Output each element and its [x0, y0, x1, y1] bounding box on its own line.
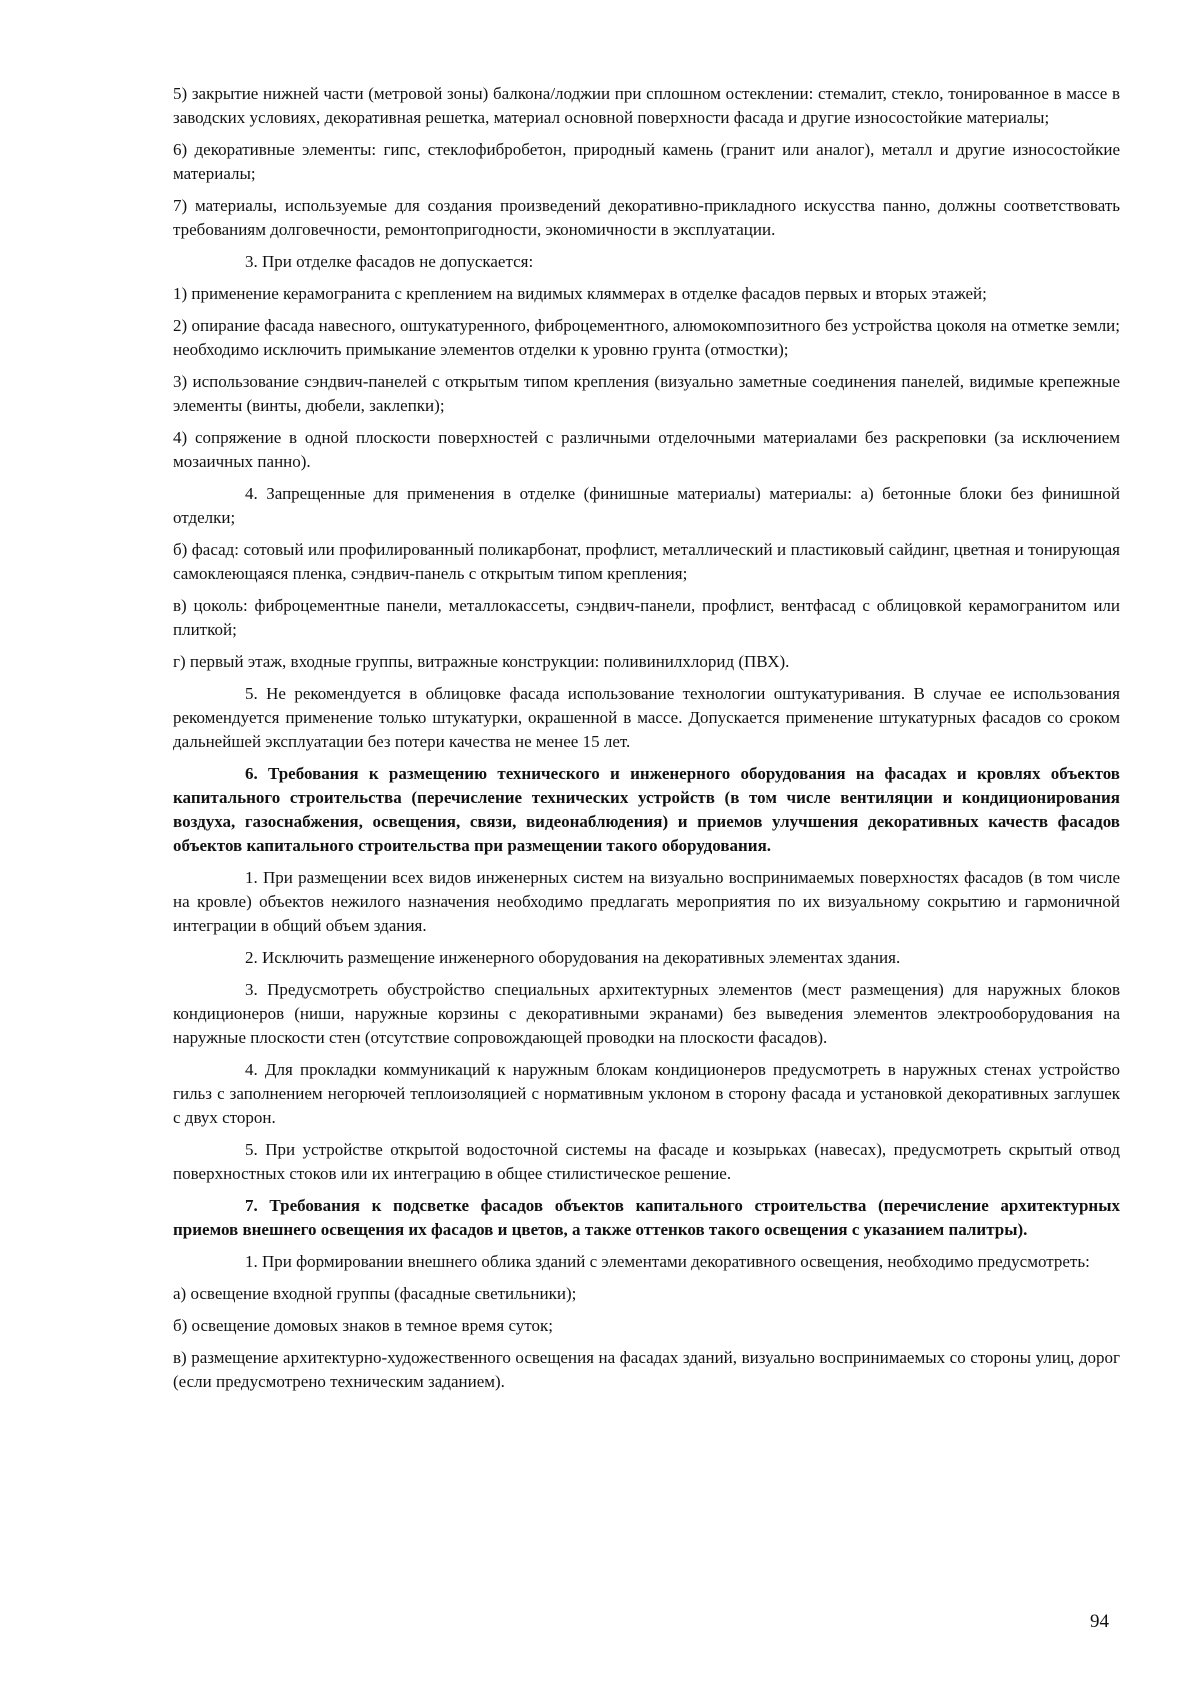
- paragraph-forbidden-b: б) фасад: сотовый или профилированный поликарбонат, профлист, металлический и пластиковый сайдинг, цветная и тонирующая самоклеющаяся пленка, сэндвич-панель с открытым типом крепления;: [173, 540, 1120, 583]
- paragraph-item-7-materials: 7) материалы, используемые для создания произведений декоративно-прикладного искусства панно, должны соответствовать требованиям долговечности, ремонтопригодности, экономичности в эксплуатации.: [173, 196, 1120, 239]
- paragraph-forbidden-g: г) первый этаж, входные группы, витражные конструкции: поливинилхлорид (ПВХ).: [173, 652, 790, 671]
- paragraph-prohibited-3: 3) использование сэндвич-панелей с открытым типом крепления (визуально заметные соединения панелей, видимые крепежные элементы (винты, дюбели, заклепки);: [173, 372, 1120, 415]
- paragraph-prohibited-1: 1) применение керамогранита с креплением на видимых кляммерах в отделке фасадов первых и вторых этажей;: [173, 284, 987, 303]
- page-number: 94: [1090, 1611, 1109, 1632]
- paragraph-section-3: 3. При отделке фасадов не допускается:: [245, 252, 534, 271]
- paragraph-7-1-a: а) освещение входной группы (фасадные светильники);: [173, 1284, 577, 1303]
- paragraph-6-3: 3. Предусмотреть обустройство специальных архитектурных элементов (мест размещения) для наружных блоков кондиционеров (ниши, наружные корзины с декоративными экранами) без выведения элементов электрооборудования на наружные плоскости стен (отсутствие сопровождающей проводки на плоскости фасадов).: [173, 980, 1120, 1047]
- document-page: [173, 82, 1120, 1402]
- paragraph-section-5: 5. Не рекомендуется в облицовке фасада использование технологии оштукатуривания. В случае ее использования рекомендуется применение только штукатурки, окрашенной в массе. Допускается применение штукатурных фасадов со сроком дальнейшей эксплуатации без потери качества не менее 15 лет.: [173, 684, 1120, 751]
- section-heading-7: 7. Требования к подсветке фасадов объектов капитального строительства (перечисление архитектурных приемов внешнего освещения их фасадов и цветов, а также оттенков такого освещения с указанием палитры).: [173, 1196, 1120, 1239]
- paragraph-6-1: 1. При размещении всех видов инженерных систем на визуально воспринимаемых поверхностях фасадов (в том числе на кровле) объектов нежилого назначения необходимо предлагать мероприятия по их визуальному сокрытию и гармоничной интеграции в общий объем здания.: [173, 868, 1120, 935]
- paragraph-forbidden-v: в) цоколь: фиброцементные панели, металлокассеты, сэндвич-панели, профлист, вентфасад с облицовкой керамогранитом или плиткой;: [173, 596, 1120, 639]
- paragraph-prohibited-4: 4) сопряжение в одной плоскости поверхностей с различными отделочными материалами без раскреповки (за исключением мозаичных панно).: [173, 428, 1120, 471]
- paragraph-6-4: 4. Для прокладки коммуникаций к наружным блокам кондиционеров предусмотреть в наружных стенах устройство гильз с заполнением негорючей теплоизоляцией с нормативным уклоном в сторону фасада и установкой декоративных заглушек с двух сторон.: [173, 1060, 1120, 1127]
- paragraph-item-5-balcony: 5) закрытие нижней части (метровой зоны) балкона/лоджии при сплошном остеклении: стемалит, стекло, тонированное в массе в заводских условиях, декоративная решетка, материал основной поверхности фасада и другие износостойкие материалы;: [173, 84, 1120, 127]
- paragraph-item-6-decorative: 6) декоративные элементы: гипс, стеклофибробетон, природный камень (гранит или аналог), металл и другие износостойкие материалы;: [173, 140, 1120, 183]
- paragraph-7-1-v: в) размещение архитектурно-художественного освещения на фасадах зданий, визуально воспринимаемых со стороны улиц, дорог (если предусмотрено техническим заданием).: [173, 1348, 1120, 1391]
- paragraph-prohibited-2: 2) опирание фасада навесного, оштукатуренного, фиброцементного, алюмокомпозитного без устройства цоколя на отметке земли; необходимо исключить примыкание элементов отделки к уровню грунта (отмостки);: [173, 316, 1120, 359]
- paragraph-6-5: 5. При устройстве открытой водосточной системы на фасаде и козырьках (навесах), предусмотреть скрытый отвод поверхностных стоков или их интеграцию в общее стилистическое решение.: [173, 1140, 1120, 1183]
- paragraph-6-2: 2. Исключить размещение инженерного оборудования на декоративных элементах здания.: [245, 948, 901, 967]
- paragraph-section-4: 4. Запрещенные для применения в отделке (финишные материалы) материалы: а) бетонные блоки без финишной отделки;: [173, 484, 1120, 527]
- section-heading-6: 6. Требования к размещению технического и инженерного оборудования на фасадах и кровлях объектов капитального строительства (перечисление технических устройств (в том числе вентиляции и кондиционирования воздуха, газоснабжения, освещения, связи, видеонаблюдения) и приемов улучшения декоративных качеств фасадов объектов капитального строительства при размещении такого оборудования.: [173, 764, 1120, 855]
- paragraph-7-1: 1. При формировании внешнего облика зданий с элементами декоративного освещения, необходимо предусмотреть:: [245, 1252, 1090, 1271]
- paragraph-7-1-b: б) освещение домовых знаков в темное время суток;: [173, 1316, 553, 1335]
